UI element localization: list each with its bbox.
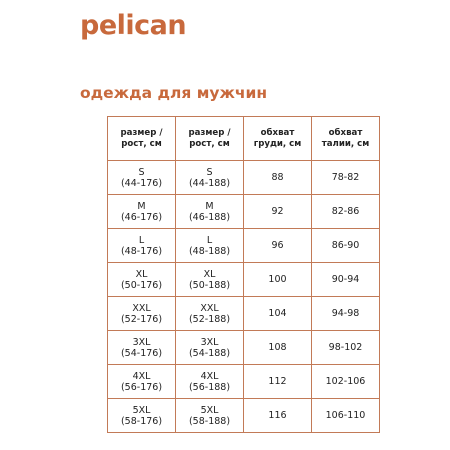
size-label: 5XL xyxy=(132,404,151,416)
cell-chest: 88 xyxy=(244,161,312,195)
size-label: XXL xyxy=(200,302,219,314)
table-row xyxy=(108,263,380,297)
cell-size-188 xyxy=(176,263,244,297)
height-range: (46-176) xyxy=(120,211,163,223)
height-range: (46-188) xyxy=(188,211,231,223)
cell-size-176 xyxy=(108,161,176,195)
cell-chest: 92 xyxy=(244,195,312,229)
table-row xyxy=(108,195,380,229)
table-row xyxy=(108,365,380,399)
table-row xyxy=(108,297,380,331)
header-chest xyxy=(244,117,312,161)
header-label: размер / xyxy=(188,127,231,138)
cell-size-188 xyxy=(176,297,244,331)
cell-waist: 86-90 xyxy=(312,229,380,263)
header-label: талии, см xyxy=(321,138,370,149)
cell-size-176 xyxy=(108,399,176,433)
size-label: S xyxy=(138,166,145,178)
size-label: L xyxy=(138,234,145,246)
header-label: рост, см xyxy=(121,138,162,149)
cell-waist: 90-94 xyxy=(312,263,380,297)
cell-size-176 xyxy=(108,365,176,399)
cell-waist: 94-98 xyxy=(312,297,380,331)
table-row xyxy=(108,399,380,433)
height-range: (54-188) xyxy=(188,347,231,359)
height-range: (58-188) xyxy=(188,415,231,427)
height-range: (56-188) xyxy=(188,381,231,393)
header-label: рост, см xyxy=(189,138,230,149)
size-label: 5XL xyxy=(200,404,219,416)
cell-size-176 xyxy=(108,195,176,229)
cell-size-188 xyxy=(176,331,244,365)
brand-logo: pelican xyxy=(80,10,187,41)
table-header-row xyxy=(108,117,380,161)
size-chart-table xyxy=(107,116,380,433)
cell-size-188 xyxy=(176,399,244,433)
header-label: обхват xyxy=(328,127,363,138)
height-range: (58-176) xyxy=(120,415,163,427)
height-range: (52-176) xyxy=(120,313,163,325)
cell-size-188 xyxy=(176,161,244,195)
cell-chest: 100 xyxy=(244,263,312,297)
header-waist xyxy=(312,117,380,161)
cell-size-176 xyxy=(108,263,176,297)
cell-waist: 82-86 xyxy=(312,195,380,229)
height-range: (48-176) xyxy=(120,245,163,257)
size-label: 3XL xyxy=(132,336,151,348)
page-title: одежда для мужчин xyxy=(80,84,268,102)
size-label: XXL xyxy=(132,302,151,314)
size-label: M xyxy=(205,200,214,212)
size-label: 3XL xyxy=(200,336,219,348)
cell-size-176 xyxy=(108,229,176,263)
cell-size-188 xyxy=(176,365,244,399)
height-range: (48-188) xyxy=(188,245,231,257)
size-label: M xyxy=(137,200,146,212)
size-label: L xyxy=(206,234,213,246)
cell-chest: 108 xyxy=(244,331,312,365)
height-range: (44-176) xyxy=(120,177,163,189)
cell-chest: 112 xyxy=(244,365,312,399)
height-range: (54-176) xyxy=(120,347,163,359)
cell-size-188 xyxy=(176,195,244,229)
table-row xyxy=(108,331,380,365)
size-label: 4XL xyxy=(132,370,151,382)
height-range: (44-188) xyxy=(188,177,231,189)
height-range: (50-188) xyxy=(188,279,231,291)
cell-chest: 96 xyxy=(244,229,312,263)
header-size-height-176 xyxy=(108,117,176,161)
cell-waist: 98-102 xyxy=(312,331,380,365)
table-row xyxy=(108,161,380,195)
size-label: 4XL xyxy=(200,370,219,382)
cell-chest: 104 xyxy=(244,297,312,331)
size-label: XL xyxy=(135,268,148,280)
header-label: груди, см xyxy=(253,138,302,149)
cell-size-176 xyxy=(108,297,176,331)
cell-waist: 102-106 xyxy=(312,365,380,399)
cell-size-188 xyxy=(176,229,244,263)
height-range: (52-188) xyxy=(188,313,231,325)
header-label: размер / xyxy=(120,127,163,138)
cell-chest: 116 xyxy=(244,399,312,433)
size-label: S xyxy=(206,166,213,178)
header-label: обхват xyxy=(260,127,295,138)
table-row xyxy=(108,229,380,263)
cell-size-176 xyxy=(108,331,176,365)
header-size-height-188 xyxy=(176,117,244,161)
height-range: (50-176) xyxy=(120,279,163,291)
cell-waist: 106-110 xyxy=(312,399,380,433)
cell-waist: 78-82 xyxy=(312,161,380,195)
size-label: XL xyxy=(203,268,216,280)
height-range: (56-176) xyxy=(120,381,163,393)
